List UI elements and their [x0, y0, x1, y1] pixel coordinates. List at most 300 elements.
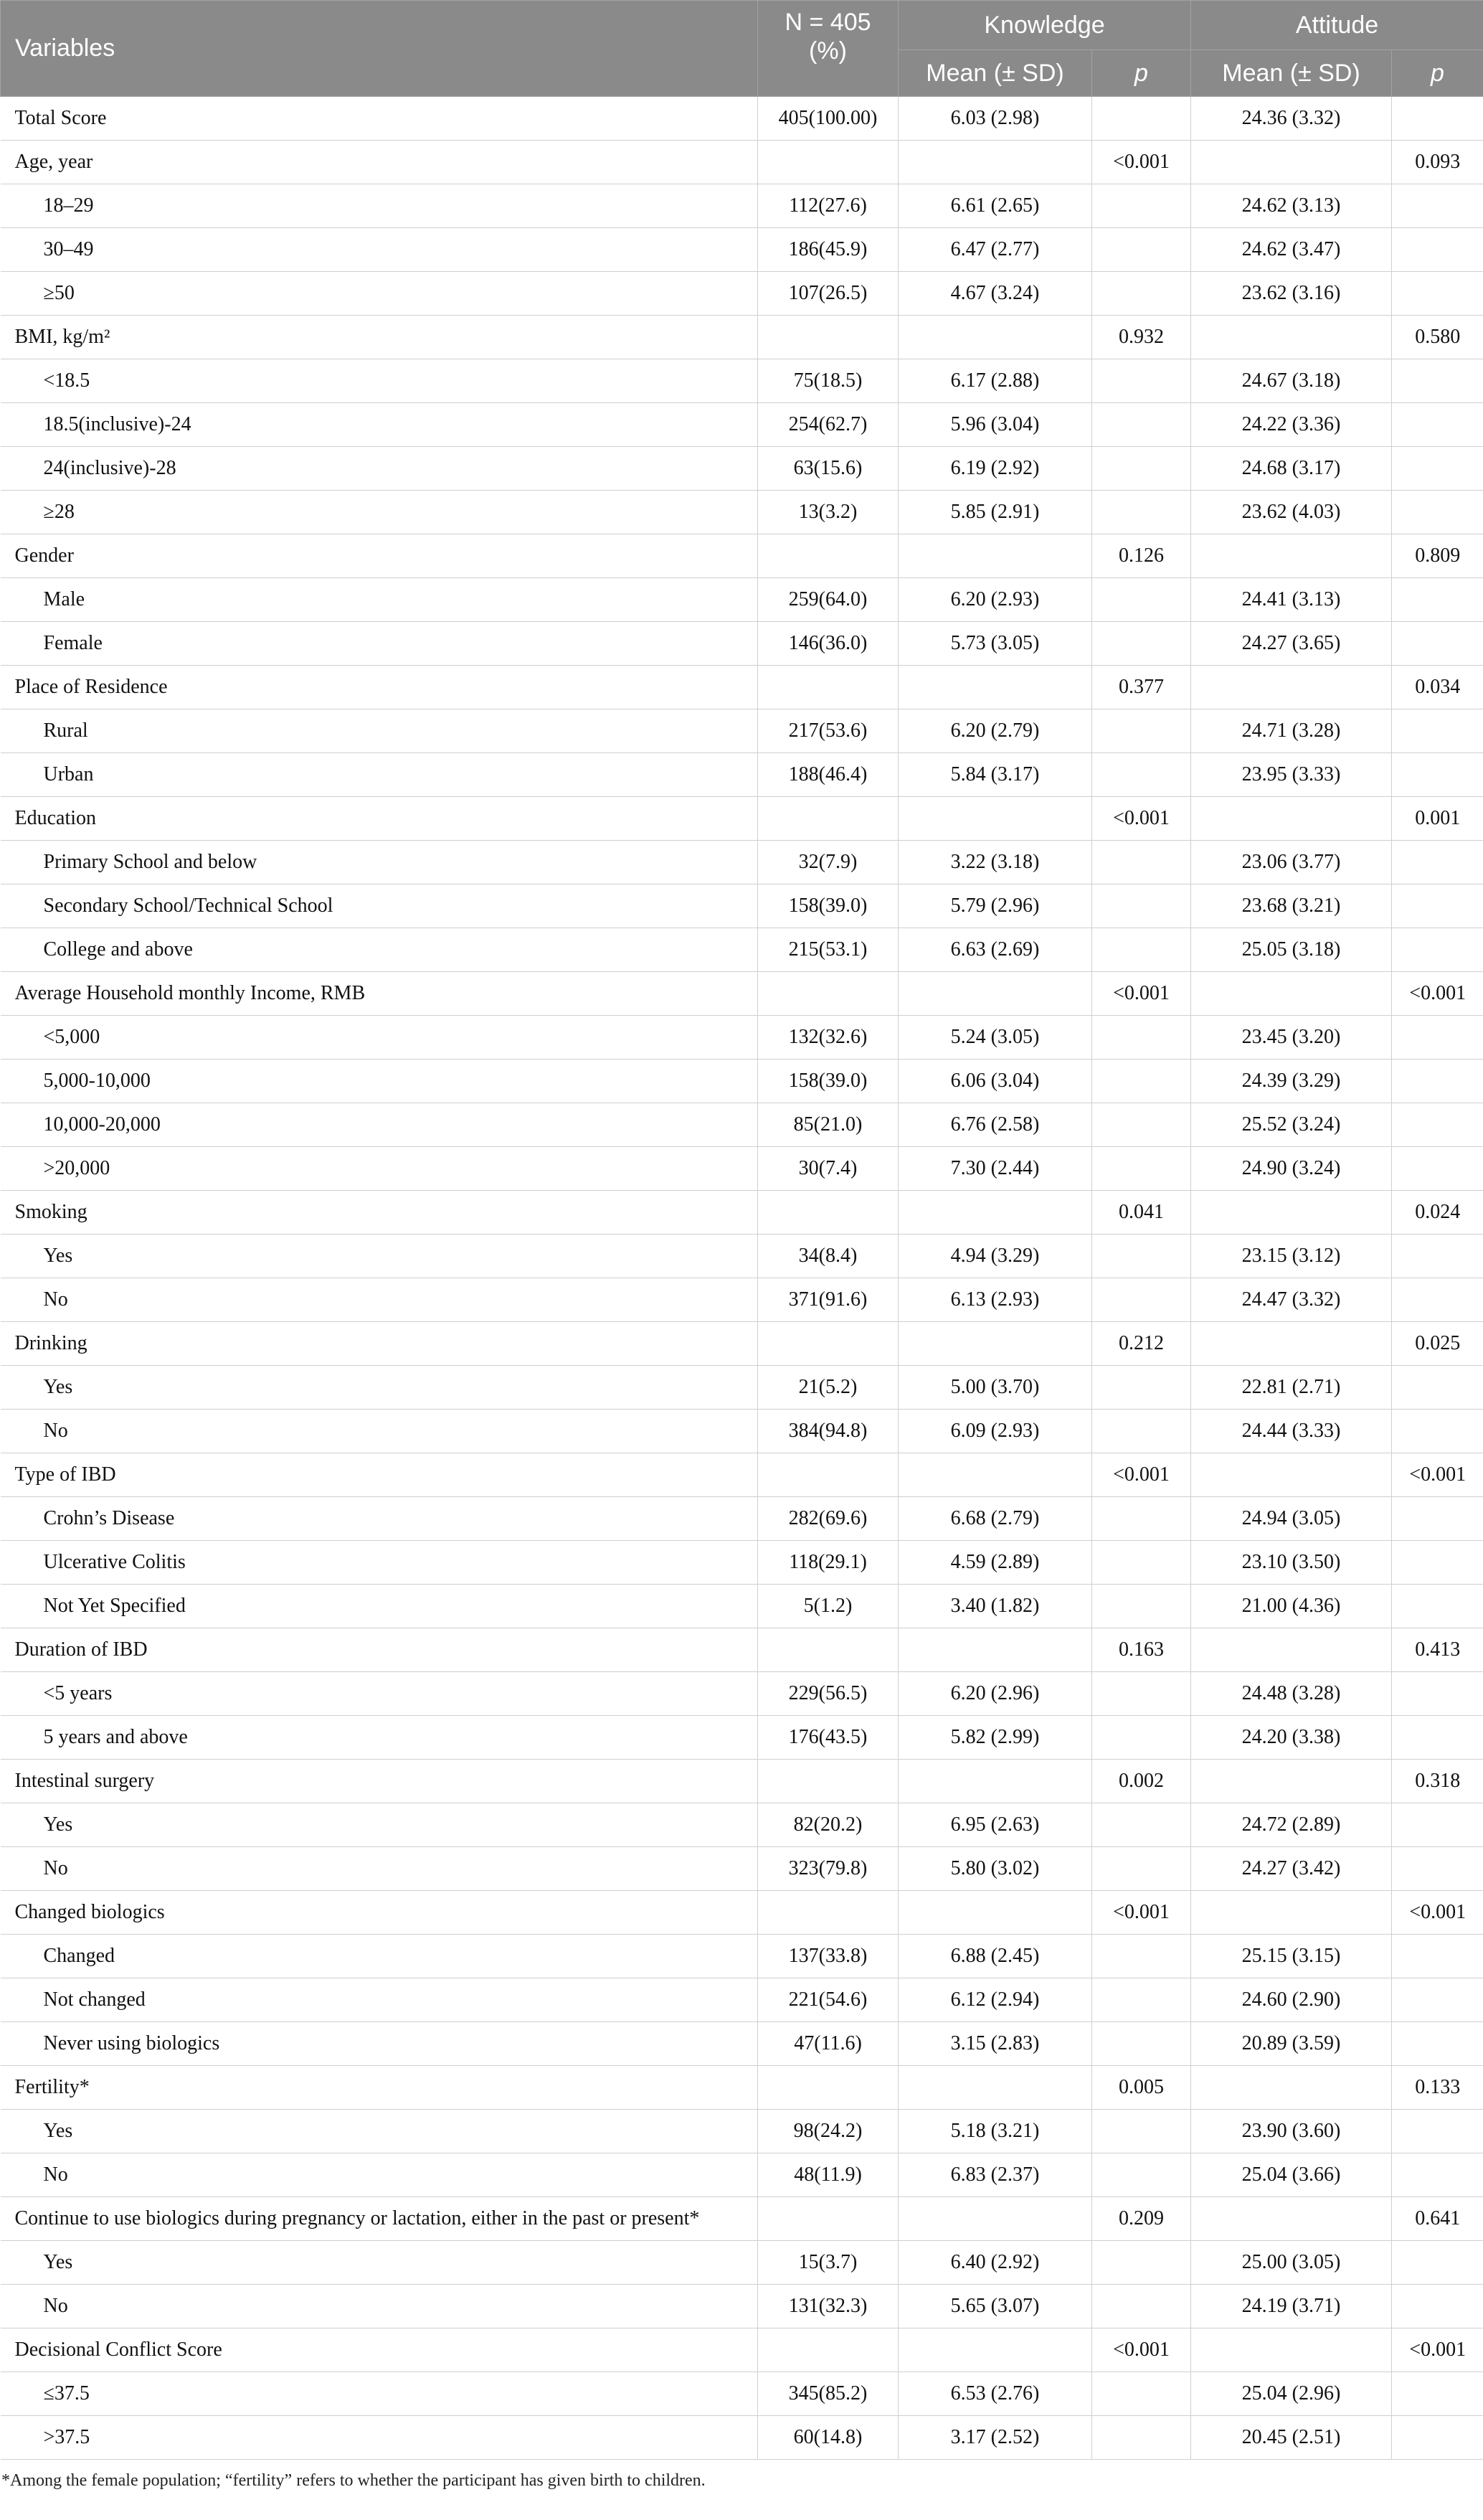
table-row [1, 841, 1483, 884]
table-body [1, 97, 1483, 2460]
cell-knowledge-p [1092, 1497, 1191, 1541]
cell-knowledge-mean: 6.61 (2.65) [899, 184, 1092, 228]
cell-n-percent: 259(64.0) [758, 578, 899, 622]
table-row [1, 2153, 1483, 2197]
cell-attitude-mean [1191, 534, 1392, 578]
cell-knowledge-mean: 7.30 (2.44) [899, 1147, 1092, 1191]
cell-knowledge-mean: 6.12 (2.94) [899, 1978, 1092, 2022]
cell-knowledge-p [1092, 491, 1191, 534]
cell-attitude-p [1392, 2416, 1483, 2460]
cell-attitude-p [1392, 1278, 1483, 1322]
cell-attitude-p [1392, 928, 1483, 972]
cell-attitude-mean [1191, 2328, 1392, 2372]
table-row [1, 2241, 1483, 2285]
cell-knowledge-p [1092, 1978, 1191, 2022]
cell-attitude-p [1392, 2110, 1483, 2153]
cell-knowledge-mean: 3.22 (3.18) [899, 841, 1092, 884]
cell-attitude-mean: 23.10 (3.50) [1191, 1541, 1392, 1585]
cell-attitude-mean: 24.19 (3.71) [1191, 2285, 1392, 2328]
cell-n-percent [758, 534, 899, 578]
table-row [1, 316, 1483, 359]
cell-knowledge-p [1092, 447, 1191, 491]
cell-attitude-p [1392, 272, 1483, 316]
cell-knowledge-p [1092, 1366, 1191, 1410]
cell-knowledge-mean: 6.47 (2.77) [899, 228, 1092, 272]
cell-n-percent: 5(1.2) [758, 1585, 899, 1628]
cell-knowledge-p [1092, 1935, 1191, 1978]
cell-attitude-p [1392, 2241, 1483, 2285]
table-row [1, 1453, 1483, 1497]
cell-attitude-p: 0.641 [1392, 2197, 1483, 2241]
cell-attitude-mean: 25.04 (3.66) [1191, 2153, 1392, 2197]
cell-n-percent: 282(69.6) [758, 1497, 899, 1541]
cell-knowledge-mean: 6.76 (2.58) [899, 1103, 1092, 1147]
cell-variable: College and above [1, 928, 758, 972]
table-row [1, 141, 1483, 184]
table-row [1, 2328, 1483, 2372]
table-row [1, 2066, 1483, 2110]
cell-n-percent: 188(46.4) [758, 753, 899, 797]
cell-knowledge-p [1092, 1016, 1191, 1060]
table-row [1, 359, 1483, 403]
table-row [1, 666, 1483, 709]
cell-knowledge-p [1092, 2153, 1191, 2197]
table-row [1, 97, 1483, 141]
table-row [1, 1672, 1483, 1716]
cell-n-percent: 176(43.5) [758, 1716, 899, 1760]
cell-n-percent: 13(3.2) [758, 491, 899, 534]
cell-knowledge-mean: 6.83 (2.37) [899, 2153, 1092, 2197]
cell-knowledge-p [1092, 1278, 1191, 1322]
cell-knowledge-mean: 6.17 (2.88) [899, 359, 1092, 403]
cell-n-percent: 405(100.00) [758, 97, 899, 141]
cell-variable: Smoking [1, 1191, 758, 1235]
cell-variable: Crohn’s Disease [1, 1497, 758, 1541]
cell-attitude-mean: 23.06 (3.77) [1191, 841, 1392, 884]
cell-variable: Yes [1, 1235, 758, 1278]
cell-knowledge-mean: 5.79 (2.96) [899, 884, 1092, 928]
cell-variable: Fertility* [1, 2066, 758, 2110]
cell-attitude-mean [1191, 2066, 1392, 2110]
cell-attitude-mean: 23.68 (3.21) [1191, 884, 1392, 928]
cell-knowledge-p: 0.002 [1092, 1760, 1191, 1803]
cell-n-percent: 34(8.4) [758, 1235, 899, 1278]
cell-n-percent [758, 1322, 899, 1366]
cell-knowledge-p [1092, 1585, 1191, 1628]
cell-knowledge-p [1092, 184, 1191, 228]
table-row [1, 1060, 1483, 1103]
cell-attitude-mean: 24.36 (3.32) [1191, 97, 1392, 141]
cell-n-percent [758, 316, 899, 359]
cell-attitude-mean: 20.45 (2.51) [1191, 2416, 1392, 2460]
cell-knowledge-p [1092, 2416, 1191, 2460]
cell-n-percent: 21(5.2) [758, 1366, 899, 1410]
cell-attitude-mean: 23.95 (3.33) [1191, 753, 1392, 797]
cell-attitude-mean: 24.39 (3.29) [1191, 1060, 1392, 1103]
cell-attitude-mean [1191, 1760, 1392, 1803]
cell-attitude-mean: 24.27 (3.42) [1191, 1847, 1392, 1891]
cell-n-percent: 131(32.3) [758, 2285, 899, 2328]
table-row [1, 534, 1483, 578]
cell-attitude-mean: 24.48 (3.28) [1191, 1672, 1392, 1716]
table-row [1, 1760, 1483, 1803]
cell-n-percent [758, 1628, 899, 1672]
table-row [1, 1235, 1483, 1278]
cell-attitude-p [1392, 578, 1483, 622]
cell-n-percent: 75(18.5) [758, 359, 899, 403]
cell-n-percent: 158(39.0) [758, 884, 899, 928]
cell-attitude-mean: 24.44 (3.33) [1191, 1410, 1392, 1453]
cell-n-percent: 158(39.0) [758, 1060, 899, 1103]
header-n [758, 1, 899, 97]
cell-n-percent [758, 666, 899, 709]
cell-variable: ≥50 [1, 272, 758, 316]
cell-knowledge-mean: 4.59 (2.89) [899, 1541, 1092, 1585]
cell-n-percent: 221(54.6) [758, 1978, 899, 2022]
cell-variable: Yes [1, 2241, 758, 2285]
cell-attitude-p: 0.024 [1392, 1191, 1483, 1235]
cell-attitude-mean: 24.27 (3.65) [1191, 622, 1392, 666]
cell-n-percent [758, 972, 899, 1016]
cell-knowledge-mean: 5.73 (3.05) [899, 622, 1092, 666]
cell-attitude-p [1392, 1847, 1483, 1891]
cell-variable: Yes [1, 1366, 758, 1410]
cell-n-percent: 345(85.2) [758, 2372, 899, 2416]
cell-knowledge-mean: 6.13 (2.93) [899, 1278, 1092, 1322]
cell-knowledge-mean: 5.65 (3.07) [899, 2285, 1092, 2328]
cell-n-percent: 146(36.0) [758, 622, 899, 666]
cell-knowledge-mean: 6.20 (2.79) [899, 709, 1092, 753]
cell-variable: Continue to use biologics during pregnancy or lactation, either in the past or present* [1, 2197, 758, 2241]
header-n-line2: (%) [809, 37, 847, 65]
table-row [1, 972, 1483, 1016]
cell-attitude-mean [1191, 1453, 1392, 1497]
cell-n-percent: 112(27.6) [758, 184, 899, 228]
cell-knowledge-p: 0.163 [1092, 1628, 1191, 1672]
cell-attitude-p [1392, 97, 1483, 141]
cell-variable: <5 years [1, 1672, 758, 1716]
cell-attitude-mean [1191, 666, 1392, 709]
cell-knowledge-p: 0.377 [1092, 666, 1191, 709]
cell-knowledge-p [1092, 272, 1191, 316]
cell-knowledge-mean [899, 1628, 1092, 1672]
cell-knowledge-p [1092, 1716, 1191, 1760]
cell-attitude-mean: 25.15 (3.15) [1191, 1935, 1392, 1978]
cell-variable: 18.5(inclusive)-24 [1, 403, 758, 447]
header-attitude-p: p [1392, 50, 1483, 97]
cell-attitude-mean [1191, 1891, 1392, 1935]
cell-attitude-mean [1191, 141, 1392, 184]
cell-attitude-p: 0.093 [1392, 141, 1483, 184]
cell-knowledge-p [1092, 928, 1191, 972]
cell-knowledge-p [1092, 97, 1191, 141]
header-knowledge-p: p [1092, 50, 1191, 97]
cell-knowledge-mean: 5.85 (2.91) [899, 491, 1092, 534]
cell-attitude-mean [1191, 1191, 1392, 1235]
cell-knowledge-mean: 6.68 (2.79) [899, 1497, 1092, 1541]
cell-knowledge-p: 0.041 [1092, 1191, 1191, 1235]
cell-knowledge-p [1092, 1803, 1191, 1847]
cell-knowledge-p [1092, 578, 1191, 622]
cell-n-percent: 229(56.5) [758, 1672, 899, 1716]
cell-attitude-p: 0.025 [1392, 1322, 1483, 1366]
cell-knowledge-p: <0.001 [1092, 1891, 1191, 1935]
cell-knowledge-mean: 5.96 (3.04) [899, 403, 1092, 447]
cell-knowledge-mean: 3.40 (1.82) [899, 1585, 1092, 1628]
cell-attitude-p [1392, 2372, 1483, 2416]
table-row [1, 622, 1483, 666]
table-row [1, 1978, 1483, 2022]
cell-n-percent [758, 1891, 899, 1935]
cell-variable: 30–49 [1, 228, 758, 272]
table-row [1, 1497, 1483, 1541]
cell-knowledge-mean [899, 797, 1092, 841]
cell-n-percent: 15(3.7) [758, 2241, 899, 2285]
cell-variable: 24(inclusive)-28 [1, 447, 758, 491]
cell-knowledge-p [1092, 1847, 1191, 1891]
cell-knowledge-mean [899, 316, 1092, 359]
cell-n-percent: 32(7.9) [758, 841, 899, 884]
cell-knowledge-p [1092, 403, 1191, 447]
cell-attitude-p [1392, 228, 1483, 272]
cell-knowledge-mean: 4.94 (3.29) [899, 1235, 1092, 1278]
cell-n-percent [758, 141, 899, 184]
cell-variable: No [1, 2153, 758, 2197]
cell-variable: BMI, kg/m² [1, 316, 758, 359]
table-row [1, 228, 1483, 272]
table-footnote: *Among the female population; “fertility” refers to whether the participant has given birth to children. [1, 2471, 706, 2490]
table-row [1, 403, 1483, 447]
cell-knowledge-p: <0.001 [1092, 1453, 1191, 1497]
table-header [1, 1, 1483, 97]
cell-variable: Average Household monthly Income, RMB [1, 972, 758, 1016]
cell-knowledge-mean [899, 1760, 1092, 1803]
cell-variable: Education [1, 797, 758, 841]
cell-knowledge-mean [899, 1322, 1092, 1366]
cell-attitude-mean: 23.45 (3.20) [1191, 1016, 1392, 1060]
cell-n-percent: 217(53.6) [758, 709, 899, 753]
table-row [1, 709, 1483, 753]
cell-variable: <5,000 [1, 1016, 758, 1060]
cell-variable: No [1, 2285, 758, 2328]
cell-knowledge-p: 0.209 [1092, 2197, 1191, 2241]
cell-variable: 5 years and above [1, 1716, 758, 1760]
cell-attitude-mean: 25.04 (2.96) [1191, 2372, 1392, 2416]
cell-variable: >37.5 [1, 2416, 758, 2460]
cell-n-percent: 215(53.1) [758, 928, 899, 972]
cell-variable: Urban [1, 753, 758, 797]
cell-attitude-p [1392, 884, 1483, 928]
table-row [1, 797, 1483, 841]
cell-attitude-p [1392, 1410, 1483, 1453]
cell-attitude-p [1392, 447, 1483, 491]
cell-attitude-p [1392, 1103, 1483, 1147]
cell-attitude-mean: 20.89 (3.59) [1191, 2022, 1392, 2066]
cell-knowledge-p [1092, 1147, 1191, 1191]
table-row [1, 1410, 1483, 1453]
cell-attitude-mean: 25.52 (3.24) [1191, 1103, 1392, 1147]
table-row [1, 1366, 1483, 1410]
cell-attitude-mean: 23.15 (3.12) [1191, 1235, 1392, 1278]
cell-attitude-mean: 24.20 (3.38) [1191, 1716, 1392, 1760]
cell-variable: Ulcerative Colitis [1, 1541, 758, 1585]
cell-knowledge-mean: 6.95 (2.63) [899, 1803, 1092, 1847]
cell-attitude-p [1392, 2153, 1483, 2197]
cell-knowledge-p: <0.001 [1092, 972, 1191, 1016]
cell-knowledge-mean [899, 141, 1092, 184]
header-n-line1: N = 405 [785, 9, 871, 36]
cell-variable: ≥28 [1, 491, 758, 534]
cell-knowledge-mean: 5.82 (2.99) [899, 1716, 1092, 1760]
cell-knowledge-p: 0.932 [1092, 316, 1191, 359]
table-row [1, 884, 1483, 928]
cell-variable: Changed [1, 1935, 758, 1978]
cell-attitude-p [1392, 753, 1483, 797]
table-row [1, 1935, 1483, 1978]
header-variables: Variables [1, 1, 758, 97]
cell-attitude-p [1392, 2285, 1483, 2328]
cell-n-percent: 107(26.5) [758, 272, 899, 316]
table-row [1, 1322, 1483, 1366]
cell-knowledge-p [1092, 622, 1191, 666]
cell-variable: Age, year [1, 141, 758, 184]
cell-attitude-p [1392, 622, 1483, 666]
table-row [1, 2110, 1483, 2153]
table-row [1, 272, 1483, 316]
cell-attitude-mean: 24.41 (3.13) [1191, 578, 1392, 622]
cell-attitude-mean: 24.72 (2.89) [1191, 1803, 1392, 1847]
cell-knowledge-mean: 6.20 (2.93) [899, 578, 1092, 622]
cell-variable: >20,000 [1, 1147, 758, 1191]
cell-variable: Male [1, 578, 758, 622]
cell-knowledge-p [1092, 2110, 1191, 2153]
cell-variable: Type of IBD [1, 1453, 758, 1497]
cell-knowledge-p [1092, 2241, 1191, 2285]
cell-n-percent: 30(7.4) [758, 1147, 899, 1191]
cell-knowledge-mean: 6.40 (2.92) [899, 2241, 1092, 2285]
cell-n-percent [758, 1760, 899, 1803]
cell-knowledge-mean: 3.17 (2.52) [899, 2416, 1092, 2460]
cell-n-percent: 48(11.9) [758, 2153, 899, 2197]
cell-n-percent [758, 2066, 899, 2110]
cell-knowledge-mean: 3.15 (2.83) [899, 2022, 1092, 2066]
cell-knowledge-mean: 6.19 (2.92) [899, 447, 1092, 491]
cell-variable: Female [1, 622, 758, 666]
cell-n-percent: 254(62.7) [758, 403, 899, 447]
cell-knowledge-mean: 6.03 (2.98) [899, 97, 1092, 141]
cell-attitude-p [1392, 1541, 1483, 1585]
cell-knowledge-p [1092, 1060, 1191, 1103]
cell-attitude-p [1392, 359, 1483, 403]
cell-variable: Not changed [1, 1978, 758, 2022]
cell-attitude-p [1392, 1060, 1483, 1103]
header-attitude-mean-sd: Mean (± SD) [1191, 50, 1392, 97]
cell-knowledge-p [1092, 753, 1191, 797]
cell-variable: 10,000-20,000 [1, 1103, 758, 1147]
cell-variable: 5,000-10,000 [1, 1060, 758, 1103]
cell-n-percent: 47(11.6) [758, 2022, 899, 2066]
cell-knowledge-mean: 6.53 (2.76) [899, 2372, 1092, 2416]
cell-attitude-mean: 24.71 (3.28) [1191, 709, 1392, 753]
cell-n-percent: 60(14.8) [758, 2416, 899, 2460]
table-row [1, 2197, 1483, 2241]
cell-knowledge-p [1092, 228, 1191, 272]
cell-n-percent [758, 797, 899, 841]
table-row [1, 1803, 1483, 1847]
cell-variable: Primary School and below [1, 841, 758, 884]
cell-variable: Intestinal surgery [1, 1760, 758, 1803]
cell-attitude-p: <0.001 [1392, 1453, 1483, 1497]
cell-variable: Decisional Conflict Score [1, 2328, 758, 2372]
cell-attitude-mean: 25.00 (3.05) [1191, 2241, 1392, 2285]
cell-knowledge-p [1092, 2285, 1191, 2328]
table-row [1, 1541, 1483, 1585]
cell-n-percent: 323(79.8) [758, 1847, 899, 1891]
cell-knowledge-p: <0.001 [1092, 141, 1191, 184]
cell-attitude-p [1392, 709, 1483, 753]
table-row [1, 753, 1483, 797]
cell-attitude-p [1392, 1935, 1483, 1978]
cell-attitude-p [1392, 1366, 1483, 1410]
cell-attitude-mean: 23.62 (3.16) [1191, 272, 1392, 316]
cell-variable: Changed biologics [1, 1891, 758, 1935]
cell-attitude-p [1392, 1978, 1483, 2022]
cell-knowledge-mean: 6.88 (2.45) [899, 1935, 1092, 1978]
cell-attitude-mean [1191, 797, 1392, 841]
cell-knowledge-p [1092, 359, 1191, 403]
cell-knowledge-mean [899, 2197, 1092, 2241]
header-knowledge: Knowledge [899, 1, 1191, 50]
cell-attitude-p: 0.413 [1392, 1628, 1483, 1672]
cell-attitude-p [1392, 1716, 1483, 1760]
cell-attitude-p [1392, 1235, 1483, 1278]
cell-knowledge-p [1092, 1103, 1191, 1147]
cell-variable: Yes [1, 2110, 758, 2153]
table-row [1, 1716, 1483, 1760]
cell-n-percent: 63(15.6) [758, 447, 899, 491]
table-row [1, 2285, 1483, 2328]
cell-attitude-p [1392, 1672, 1483, 1716]
table-row [1, 928, 1483, 972]
cell-knowledge-p [1092, 1410, 1191, 1453]
cell-attitude-p [1392, 1803, 1483, 1847]
cell-knowledge-p [1092, 841, 1191, 884]
header-attitude: Attitude [1191, 1, 1483, 50]
cell-variable: Not Yet Specified [1, 1585, 758, 1628]
cell-variable: Total Score [1, 97, 758, 141]
cell-variable: ≤37.5 [1, 2372, 758, 2416]
cell-n-percent [758, 1191, 899, 1235]
cell-attitude-p: <0.001 [1392, 2328, 1483, 2372]
cell-attitude-mean: 25.05 (3.18) [1191, 928, 1392, 972]
cell-attitude-p [1392, 403, 1483, 447]
cell-n-percent [758, 2328, 899, 2372]
cell-attitude-mean: 24.62 (3.47) [1191, 228, 1392, 272]
cell-attitude-mean [1191, 1322, 1392, 1366]
cell-attitude-p [1392, 2022, 1483, 2066]
cell-attitude-mean [1191, 2197, 1392, 2241]
table-row [1, 491, 1483, 534]
cell-variable: 18–29 [1, 184, 758, 228]
cell-n-percent: 118(29.1) [758, 1541, 899, 1585]
cell-attitude-mean: 21.00 (4.36) [1191, 1585, 1392, 1628]
table-row [1, 1147, 1483, 1191]
cell-n-percent: 371(91.6) [758, 1278, 899, 1322]
cell-knowledge-p [1092, 1541, 1191, 1585]
cell-knowledge-mean: 5.84 (3.17) [899, 753, 1092, 797]
cell-attitude-p: 0.001 [1392, 797, 1483, 841]
cell-knowledge-mean: 6.06 (3.04) [899, 1060, 1092, 1103]
